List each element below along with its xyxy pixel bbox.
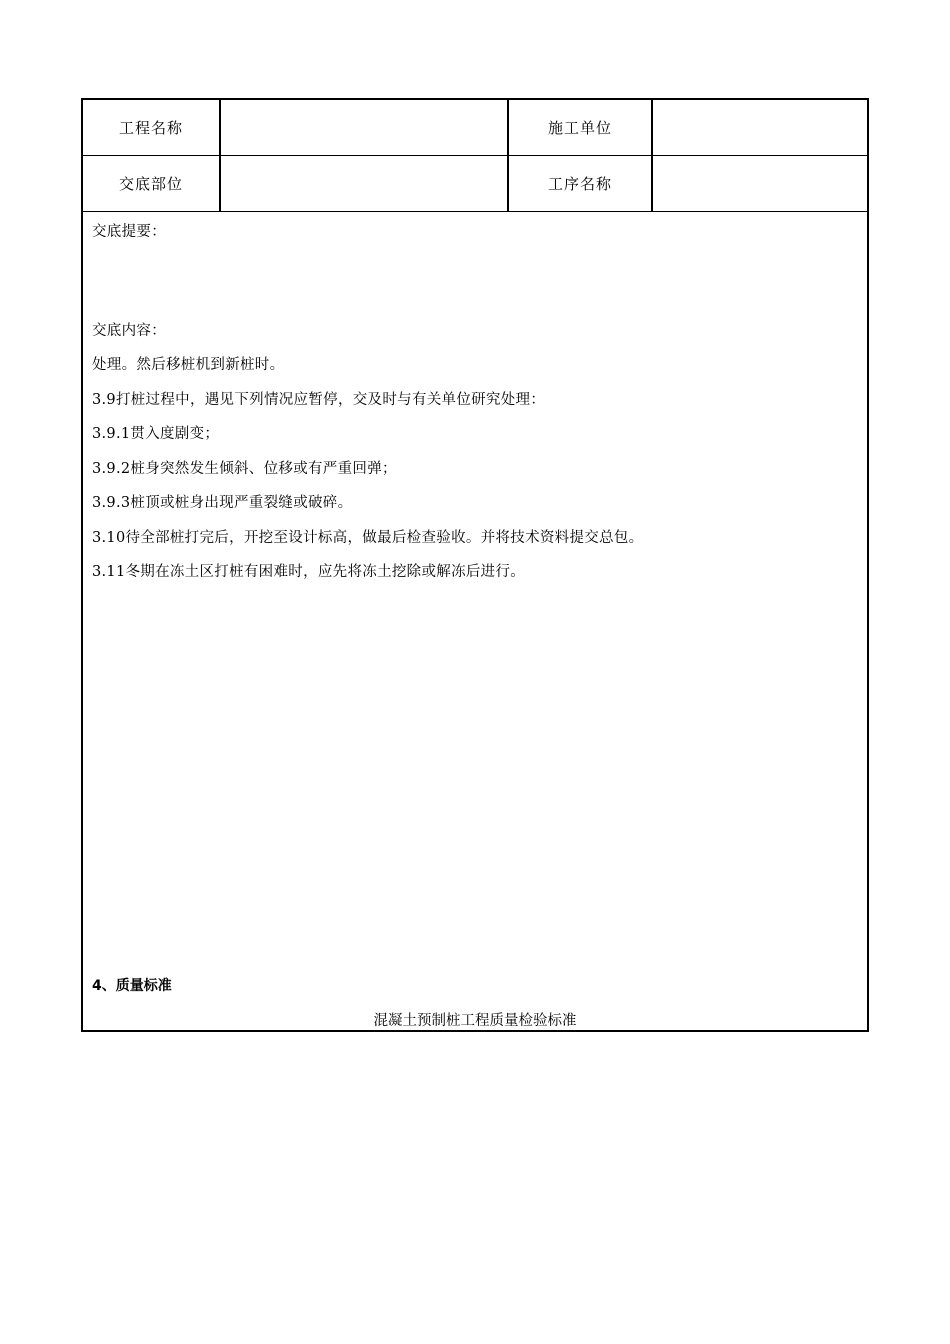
content-line: 3.11冬期在冻土区打桩有困难时，应先将冻土挖除或解冻后进行。 xyxy=(92,564,526,580)
process-name-label: 工序名称 xyxy=(509,156,653,211)
content-line: 3.9打桩过程中，遇见下列情况应暂停，交及时与有关单位研究处理： xyxy=(92,392,546,408)
quality-heading: 4、质量标准 xyxy=(92,978,172,994)
content-label: 交底内容： xyxy=(92,323,166,339)
content-line: 3.9.2桩身突然发生倾斜、位移或有严重回弹； xyxy=(92,461,397,477)
header-row-2 xyxy=(83,156,867,212)
summary-label: 交底提要： xyxy=(92,224,166,240)
handover-form xyxy=(81,98,869,1032)
content-line: 3.10待全部桩打完后，开挖至设计标高，做最后检查验收。并将技术资料提交总包。 xyxy=(92,530,644,546)
quality-table-title: 混凝土预制桩工程质量检验标准 xyxy=(373,1013,577,1029)
project-name-field[interactable] xyxy=(221,100,509,155)
content-area xyxy=(83,212,867,1030)
header-row-1 xyxy=(83,100,867,156)
project-name-label: 工程名称 xyxy=(83,100,221,155)
content-line: 处理。然后移桩机到新桩时。 xyxy=(92,357,285,373)
handover-part-field[interactable] xyxy=(221,156,509,211)
process-name-field[interactable] xyxy=(653,156,869,211)
construction-unit-label: 施工单位 xyxy=(509,100,653,155)
construction-unit-field[interactable] xyxy=(653,100,869,155)
handover-part-label: 交底部位 xyxy=(83,156,221,211)
content-line: 3.9.3桩顶或桩身出现严重裂缝或破碎。 xyxy=(92,495,353,511)
content-line: 3.9.1贯入度剧变； xyxy=(92,426,220,442)
